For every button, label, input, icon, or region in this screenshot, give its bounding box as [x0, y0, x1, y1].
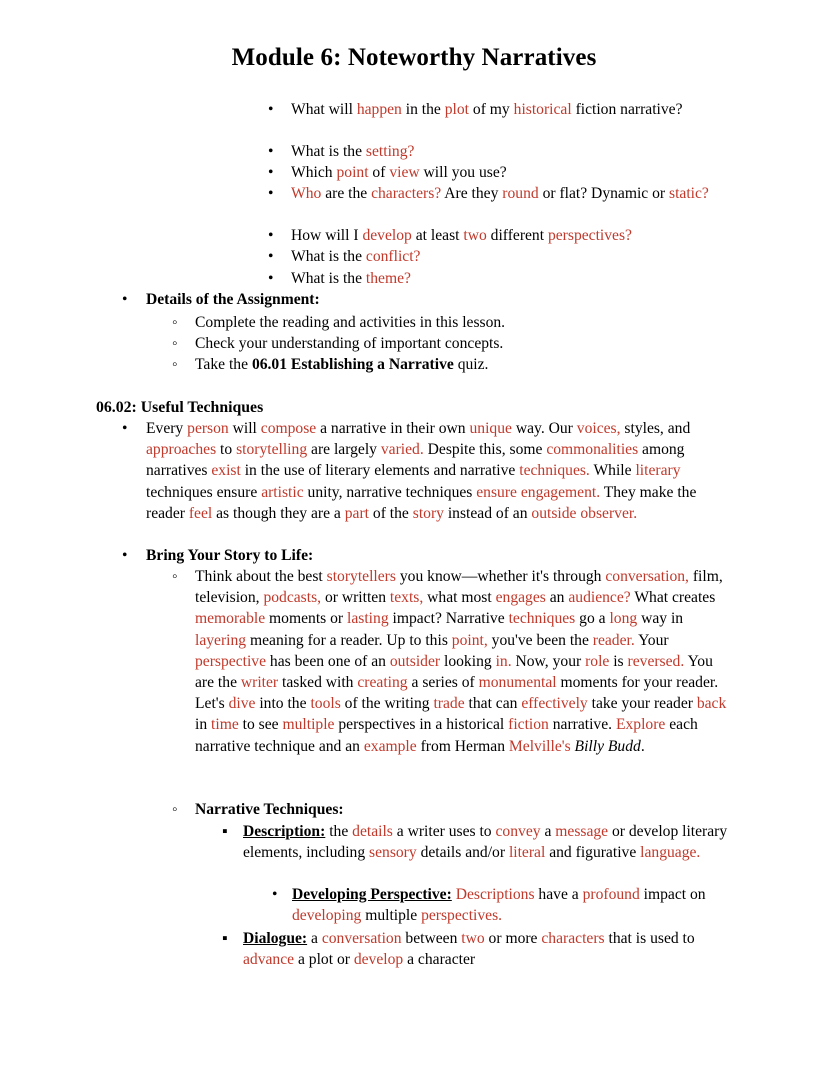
q-perspectives-run-0: How will I	[291, 227, 363, 244]
para-think-about-run-55: multiple	[282, 716, 335, 734]
technique-dialogue-run-5: characters	[541, 930, 605, 947]
para-think-about-run-37: writer	[240, 674, 279, 692]
para-think-about-run-66: .	[640, 737, 645, 755]
technique-dialogue-run-1: conversation	[321, 930, 402, 947]
assignment-task-2	[195, 354, 695, 375]
task-quiz-run-1: 06.01 Establishing a Narrative	[251, 356, 454, 373]
narrative-techniques-heading: Narrative Techniques:	[195, 801, 344, 818]
assignment-task-bullet-2	[172, 354, 178, 375]
para-think-about-run-34: is	[609, 652, 628, 670]
para-think-about-run-22: meaning for a reader. Up to this	[246, 631, 452, 649]
assignment-task-1	[195, 333, 695, 354]
para-every-person-run-0: Every	[146, 420, 188, 437]
technique-dialogue-run-10: a character	[403, 951, 476, 969]
para-think-about-run-14: moments or	[265, 610, 348, 628]
para-think-about-run-8: what most	[423, 589, 496, 607]
para-think-about-run-3: conversation,	[605, 568, 689, 585]
para-think-about-run-61: example	[363, 737, 417, 755]
question-item-1	[291, 141, 731, 162]
para-think-about-run-21: layering	[195, 631, 247, 649]
para-every-person-run-13: varied.	[380, 441, 424, 459]
assignment-heading: Details of the Assignment:	[146, 291, 320, 308]
para-think-about-run-29: outsider	[389, 652, 441, 670]
technique-description-run-10: and figurative	[545, 844, 641, 862]
para-think-about-run-53: time	[211, 716, 239, 734]
para-think-about-run-4: film, television,	[195, 568, 723, 607]
para-think-about-run-12: What creates	[630, 589, 716, 607]
para-every-person-run-6: way. Our	[511, 420, 577, 437]
technique-description-run-9: literal	[508, 844, 546, 862]
para-every-person-run-21: literary	[635, 462, 681, 480]
q-characters-run-2: characters?	[371, 185, 442, 202]
think-paragraph	[195, 566, 734, 757]
q-characters-run-5: or flat? Dynamic or	[538, 185, 670, 202]
para-think-about-run-58: narrative.	[548, 716, 616, 734]
para-think-about-run-46: of the writing	[340, 695, 434, 713]
para-think-about-run-32: Now, your	[511, 652, 586, 670]
technique-description-run-2: a writer uses to	[392, 823, 496, 840]
technique-dialogue-run-6: that is used to	[604, 930, 695, 947]
technique-dialogue-run-2: between	[401, 930, 462, 947]
q-point-of-view-run-1: point	[336, 164, 369, 181]
para-think-about-run-1: storytellers	[326, 568, 396, 585]
para-think-about-run-42: moments for your reader. Let's	[195, 674, 719, 713]
para-every-person-run-14: Despite this, some	[423, 441, 547, 459]
para-think-about-run-17: techniques	[508, 610, 576, 628]
technique-description-run-1: details	[352, 823, 393, 840]
para-every-person-run-7: voices,	[576, 420, 621, 437]
para-think-about-run-10: an	[545, 589, 569, 607]
para-think-about-run-5: podcasts,	[263, 589, 322, 607]
subpoint-developing-perspective-run-5: developing	[292, 907, 362, 925]
question-bullet-2	[268, 162, 273, 183]
narrative-techniques-heading-bullet	[172, 799, 178, 820]
para-every-person-run-5: unique	[469, 420, 512, 437]
question-item-3	[291, 183, 731, 204]
para-every-person-run-18: in the use of literary elements and narrative	[240, 462, 520, 480]
para-every-person-run-15: commonalities	[546, 441, 639, 459]
q-plot-run-4: of my	[469, 101, 514, 118]
technique-description-run-11: language.	[640, 844, 701, 862]
para-think-about-run-7: texts,	[389, 589, 424, 607]
para-think-about-run-2: you know—whether it's through	[395, 568, 606, 585]
para-think-about-run-20: way in	[637, 610, 684, 628]
para-think-about-run-57: fiction	[508, 716, 549, 734]
para-every-person-run-28: as though they are a	[212, 504, 345, 522]
subpoint-developing-perspective-run-1: Descriptions	[455, 886, 535, 903]
para-think-about-run-54: to see	[238, 716, 283, 734]
question-item-2	[291, 162, 731, 183]
q-theme-run-1: theme?	[365, 270, 411, 287]
q-characters-run-6: static?	[669, 185, 709, 202]
para-think-about-run-15: lasting	[347, 610, 389, 628]
para-think-about-run-43: dive	[228, 695, 256, 713]
para-every-person-run-4: a narrative in their own	[316, 420, 470, 437]
para-think-about-run-24: you've been the	[487, 631, 593, 649]
bring-story-heading: Bring Your Story to Life:	[146, 547, 314, 564]
question-bullet-4	[268, 225, 273, 246]
intro-paragraph	[146, 418, 731, 524]
para-think-about-run-39: creating	[357, 674, 408, 692]
para-every-person-run-1: person	[187, 420, 229, 437]
technique-description-run-0: the	[325, 823, 353, 840]
para-think-about-run-62: from Herman	[416, 737, 509, 755]
q-conflict-run-1: conflict?	[365, 248, 421, 265]
subpoint-term-subpoint-developing-perspective: Developing Perspective:	[292, 886, 452, 903]
para-every-person-run-32: instead of an	[443, 504, 532, 522]
para-think-about-run-26: Your	[634, 631, 669, 649]
para-every-person-run-30: of the	[369, 504, 413, 522]
q-perspectives-run-5: perspectives?	[547, 227, 632, 244]
para-think-about-run-59: Explore	[615, 716, 666, 734]
para-every-person-run-9: approaches	[146, 441, 217, 459]
q-perspectives-run-3: two	[463, 227, 487, 244]
technique-description-run-4: a	[540, 823, 556, 840]
q-conflict-run-0: What is the	[291, 248, 366, 265]
q-plot-run-3: plot	[444, 101, 470, 118]
q-setting-run-0: What is the	[291, 143, 366, 160]
q-plot-run-6: fiction narrative?	[571, 101, 683, 118]
para-think-about-run-9: engages	[495, 589, 546, 607]
para-think-about-run-19: long	[609, 610, 638, 628]
task-quiz-run-2: quiz.	[453, 356, 489, 373]
para-think-about-run-0: Think about the best	[195, 568, 327, 585]
para-every-person-run-27: feel	[188, 504, 213, 522]
para-every-person-run-29: part	[344, 504, 369, 522]
technique-dialogue-run-4: or more	[484, 930, 542, 947]
subpoint-developing-perspective-run-7: perspectives.	[421, 907, 503, 925]
q-plot-run-1: happen	[356, 101, 402, 118]
para-think-about-run-23: point,	[451, 631, 488, 649]
technique-term-1: Dialogue:	[243, 930, 308, 947]
para-every-person-run-3: compose	[260, 420, 317, 437]
para-think-about-run-65: Billy Budd	[574, 737, 641, 755]
subpoint-developing-perspective-run-4: impact on	[639, 886, 706, 903]
q-plot-run-2: in the	[401, 101, 445, 118]
para-think-about-run-56: perspectives in a historical	[334, 716, 509, 734]
para-think-about-run-31: in.	[495, 652, 512, 670]
technique-dialogue-run-9: develop	[353, 951, 404, 969]
think-paragraph-bullet	[172, 566, 178, 587]
para-every-person-run-10: to	[216, 441, 237, 459]
para-think-about-run-11: audience?	[568, 589, 631, 607]
subpoint-subpoint-developing-perspective	[292, 884, 731, 926]
question-bullet-6	[268, 268, 273, 289]
question-item-4	[291, 225, 731, 246]
para-think-about-run-45: tools	[310, 695, 341, 713]
para-think-about-run-48: that can	[464, 695, 522, 713]
para-every-person-run-17: exist	[211, 462, 241, 480]
page-title: Module 6: Noteworthy Narratives	[231, 44, 597, 71]
q-setting-run-1: setting?	[365, 143, 415, 160]
q-perspectives-run-1: develop	[362, 227, 412, 244]
para-every-person-run-31: story	[412, 504, 444, 522]
question-item-5	[291, 246, 731, 267]
para-every-person-run-26: They make the reader	[146, 483, 697, 522]
para-every-person-run-22: techniques ensure	[146, 483, 262, 501]
q-characters-run-1: are the	[321, 185, 372, 202]
para-every-person-run-25: ensure engagement.	[476, 483, 601, 501]
q-characters-run-4: round	[502, 185, 539, 202]
question-bullet-0	[268, 99, 273, 120]
question-item-6	[291, 268, 731, 289]
q-characters-run-0: Who	[291, 185, 322, 202]
assignment-task-0	[195, 312, 695, 333]
technique-description-run-3: convey	[495, 823, 541, 840]
technique-bullet-1	[222, 928, 228, 949]
technique-0	[243, 821, 731, 863]
para-every-person-run-23: artistic	[261, 483, 304, 501]
intro-paragraph-bullet	[122, 418, 127, 439]
para-every-person-run-20: While	[589, 462, 636, 480]
q-theme-run-0: What is the	[291, 270, 366, 287]
task-quiz-run-0: Take the	[195, 356, 252, 373]
para-think-about-run-49: effectively	[521, 695, 588, 713]
para-think-about-run-35: reversed.	[627, 652, 685, 670]
para-think-about-run-13: memorable	[195, 610, 266, 628]
assignment-heading-bullet	[122, 289, 127, 310]
task-reading-run-0: Complete the reading and activities in this lesson.	[195, 314, 506, 331]
q-characters-run-3: Are they	[441, 185, 503, 202]
para-think-about-run-28: has been one of an	[266, 652, 390, 670]
subpoint-bullet-subpoint-developing-perspective	[272, 884, 277, 905]
para-think-about-run-33: role	[585, 652, 610, 670]
q-perspectives-run-2: at least	[411, 227, 464, 244]
q-point-of-view-run-3: view	[389, 164, 420, 181]
para-every-person-run-2: will	[228, 420, 261, 437]
question-item-0	[291, 99, 731, 120]
para-think-about-run-50: take your reader	[587, 695, 697, 713]
technique-dialogue-run-8: a plot or	[294, 951, 354, 969]
para-think-about-run-27: perspective	[195, 652, 267, 670]
technique-description-run-6: or develop literary elements, including	[243, 823, 728, 862]
para-think-about-run-44: into the	[255, 695, 311, 713]
para-every-person-run-16: among narratives	[146, 441, 685, 480]
para-every-person-run-12: are largely	[307, 441, 381, 459]
technique-description-run-7: sensory	[369, 844, 417, 862]
assignment-task-bullet-0	[172, 312, 178, 333]
para-think-about-run-36: You are the	[195, 652, 713, 692]
question-bullet-5	[268, 246, 273, 267]
technique-bullet-0	[222, 821, 228, 842]
assignment-task-bullet-1	[172, 333, 178, 354]
technique-dialogue-run-0: a	[307, 930, 322, 947]
question-bullet-3	[268, 183, 273, 204]
para-every-person-run-8: styles, and	[620, 420, 691, 437]
para-think-about-run-63: Melville's	[508, 737, 571, 755]
para-think-about-run-38: tasked with	[278, 674, 358, 692]
technique-dialogue-run-7: advance	[243, 951, 295, 969]
technique-dialogue-run-3: two	[461, 930, 485, 947]
q-point-of-view-run-2: of	[368, 164, 390, 181]
para-think-about-run-40: a series of	[407, 674, 479, 692]
q-point-of-view-run-0: Which	[291, 164, 337, 181]
para-think-about-run-60: each narrative technique and an	[195, 716, 698, 755]
technique-description-run-8: details and/or	[416, 844, 509, 862]
subpoint-developing-perspective-run-2: have a	[534, 886, 583, 903]
task-check-run-0: Check your understanding of important concepts.	[195, 335, 504, 352]
para-every-person-run-19: techniques.	[519, 462, 590, 480]
para-think-about-run-41: monumental	[478, 674, 557, 692]
para-think-about-run-18: go a	[575, 610, 610, 628]
section-heading-useful-techniques: 06.02: Useful Techniques	[96, 399, 264, 416]
para-every-person-run-33: outside observer.	[531, 504, 638, 522]
technique-term-0: Description:	[243, 823, 326, 840]
para-think-about-run-47: trade	[433, 695, 465, 713]
para-think-about-run-6: or written	[321, 589, 390, 607]
subpoint-developing-perspective-run-3: profound	[582, 886, 640, 903]
q-perspectives-run-4: different	[486, 227, 548, 244]
q-point-of-view-run-4: will you use?	[419, 164, 507, 181]
para-every-person-run-24: unity, narrative techniques	[303, 483, 477, 501]
question-bullet-1	[268, 141, 273, 162]
para-think-about-run-25: reader.	[592, 631, 635, 649]
technique-1	[243, 928, 731, 970]
bring-story-heading-bullet	[122, 545, 127, 566]
para-every-person-run-11: storytelling	[236, 441, 308, 459]
para-think-about-run-30: looking	[440, 652, 496, 670]
para-think-about-run-51: back	[696, 695, 727, 713]
q-plot-run-5: historical	[513, 101, 572, 118]
subpoint-developing-perspective-run-6: multiple	[361, 907, 422, 925]
q-plot-run-0: What will	[291, 101, 357, 118]
technique-description-run-5: message	[555, 823, 609, 840]
para-think-about-run-16: impact? Narrative	[388, 610, 509, 628]
para-think-about-run-52: in	[195, 716, 212, 734]
